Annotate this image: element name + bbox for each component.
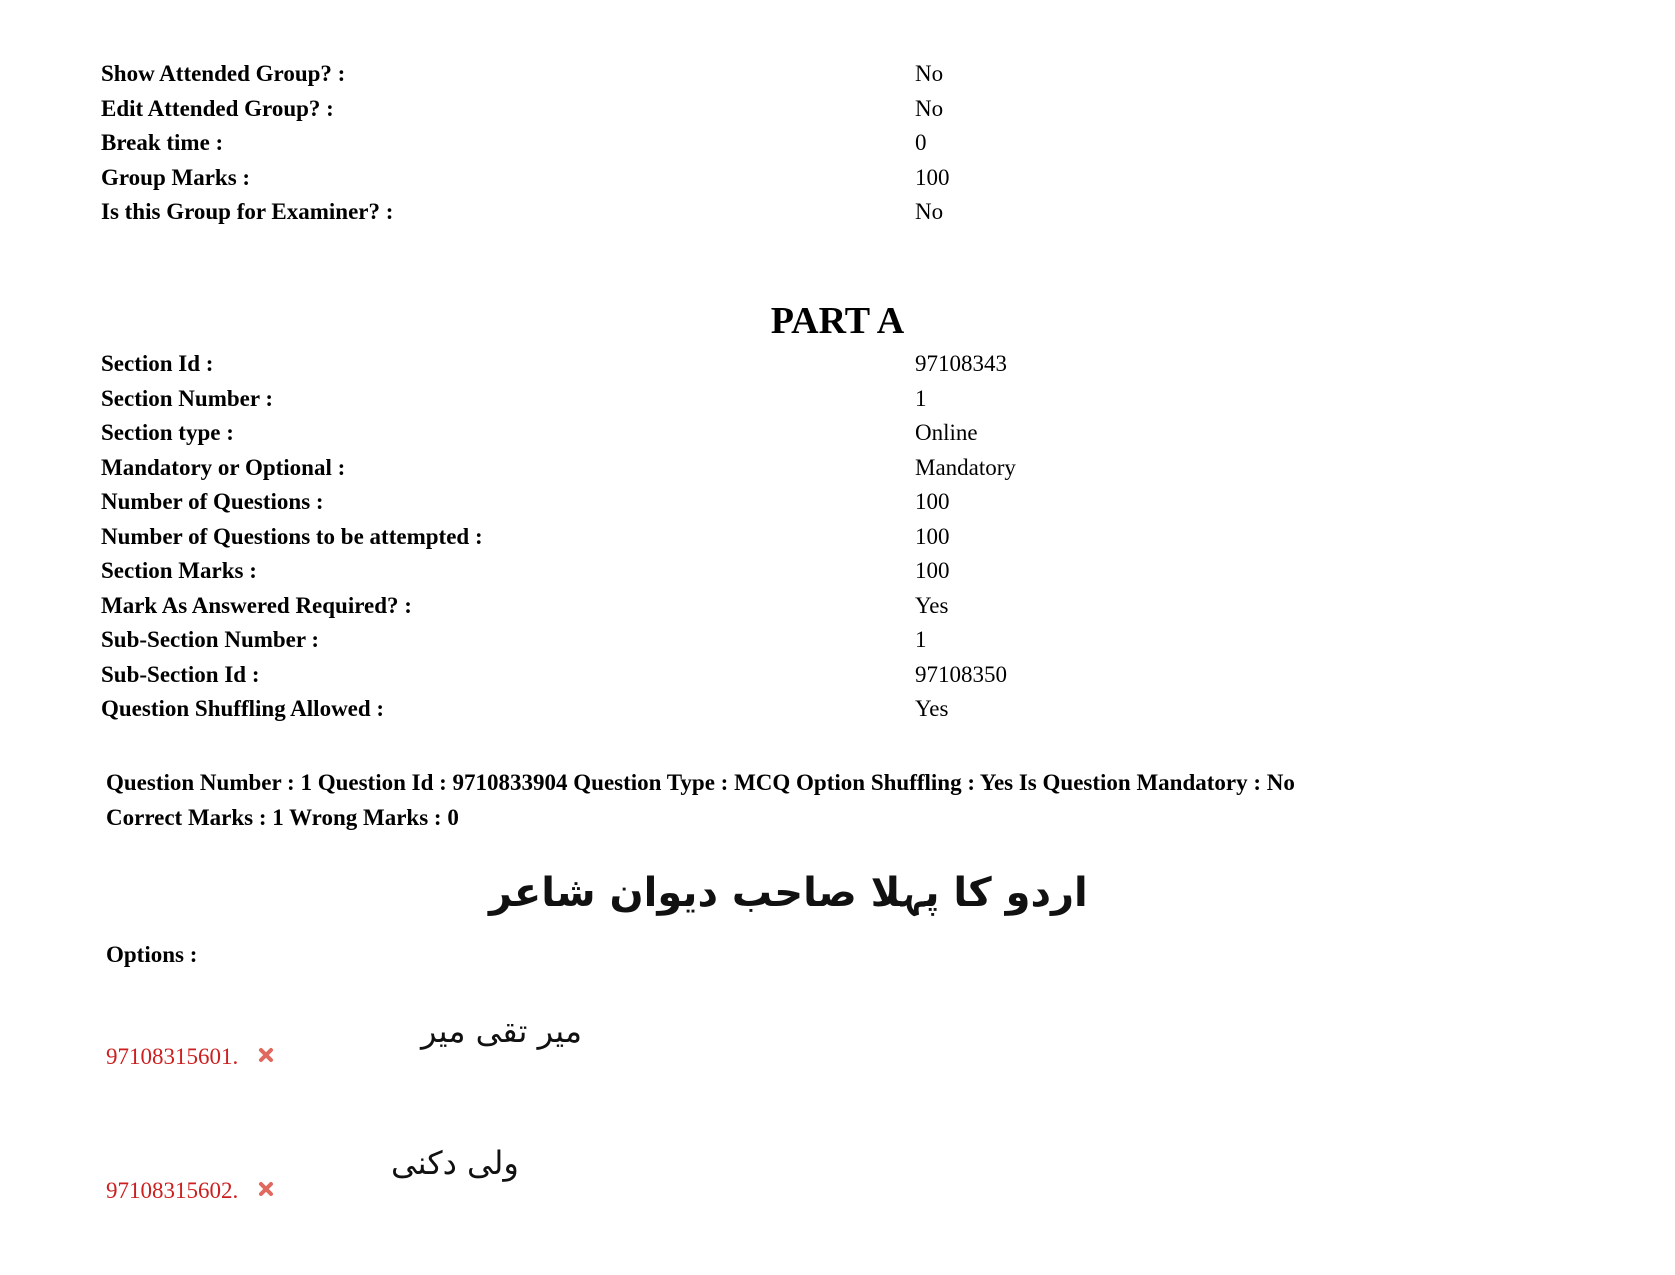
option-image [291,990,583,1070]
field-label: Group Marks : [101,164,251,190]
cross-icon [258,1181,274,1197]
field-label: Mandatory or Optional : [101,454,346,480]
section-info-row [101,692,1551,727]
question-meta-line: Question Number : 1 Question Id : 9710833904 Question Type : MCQ Option Shuffling : Yes Is Question Mandatory : No [106,770,1295,795]
field-label: Question Shuffling Allowed : [101,696,385,721]
section-info-row [101,416,1551,451]
field-value: 97108350 [915,661,1007,687]
field-label: Edit Attended Group? : [101,95,334,121]
field-value: No [915,95,944,121]
cross-icon [258,1047,274,1063]
field-label: Sub-Section Id : [101,661,260,687]
section-info-row [101,520,1551,555]
field-label: Number of Questions to be attempted : [101,523,483,549]
group-info-row [101,92,1551,127]
group-info-table [101,57,1551,230]
group-info-row [101,126,1551,161]
question-urdu-text: اردو کا پہلا صاحب دیوان شاعر [489,870,1088,916]
field-value: 97108343 [915,351,1007,376]
question-marks-line: Correct Marks : 1 Wrong Marks : 0 [106,804,459,830]
option-urdu-text: ولی دکنی [391,1144,519,1182]
field-value: 1 [915,627,927,652]
option-image [291,1122,519,1202]
field-value: Yes [915,592,949,618]
field-value: 100 [915,558,950,583]
field-label: Is this Group for Examiner? : [101,199,394,224]
field-label: Show Attended Group? : [101,61,346,86]
section-info-row [101,382,1551,417]
section-info-row [101,554,1551,589]
group-info-row [101,161,1551,196]
section-info-row [101,347,1551,382]
option-urdu-text: میر تقی میر [421,1012,583,1050]
part-title: PART A [770,300,905,342]
group-info-row [101,57,1551,92]
field-value: 1 [915,385,927,411]
section-info-row [101,623,1551,658]
field-label: Mark As Answered Required? : [101,592,412,618]
option-number: 97108315601. [106,1044,239,1069]
field-value: No [915,61,944,86]
field-label: Sub-Section Number : [101,627,320,652]
option-number: 97108315602. [106,1178,239,1203]
field-label: Section Marks : [101,558,257,583]
field-label: Number of Questions : [101,489,324,514]
section-info-row [101,658,1551,693]
section-info-row [101,589,1551,624]
question-header [106,766,1556,835]
field-value: No [915,199,944,224]
group-info-row [101,195,1551,230]
field-label: Section Number : [101,385,274,411]
section-info-row [101,451,1551,486]
field-value: 100 [915,164,950,190]
field-label: Section Id : [101,351,214,376]
field-value: 100 [915,489,950,514]
options-label: Options : [106,942,198,967]
field-label: Break time : [101,130,224,155]
section-info-row [101,485,1551,520]
section-info-table [101,347,1551,727]
question-text-image [124,858,1088,928]
field-value: Online [915,420,978,445]
field-value: 100 [915,523,950,549]
field-label: Section type : [101,420,234,445]
field-value: 0 [915,130,927,155]
field-value: Yes [915,696,949,721]
field-value: Mandatory [915,454,1016,480]
